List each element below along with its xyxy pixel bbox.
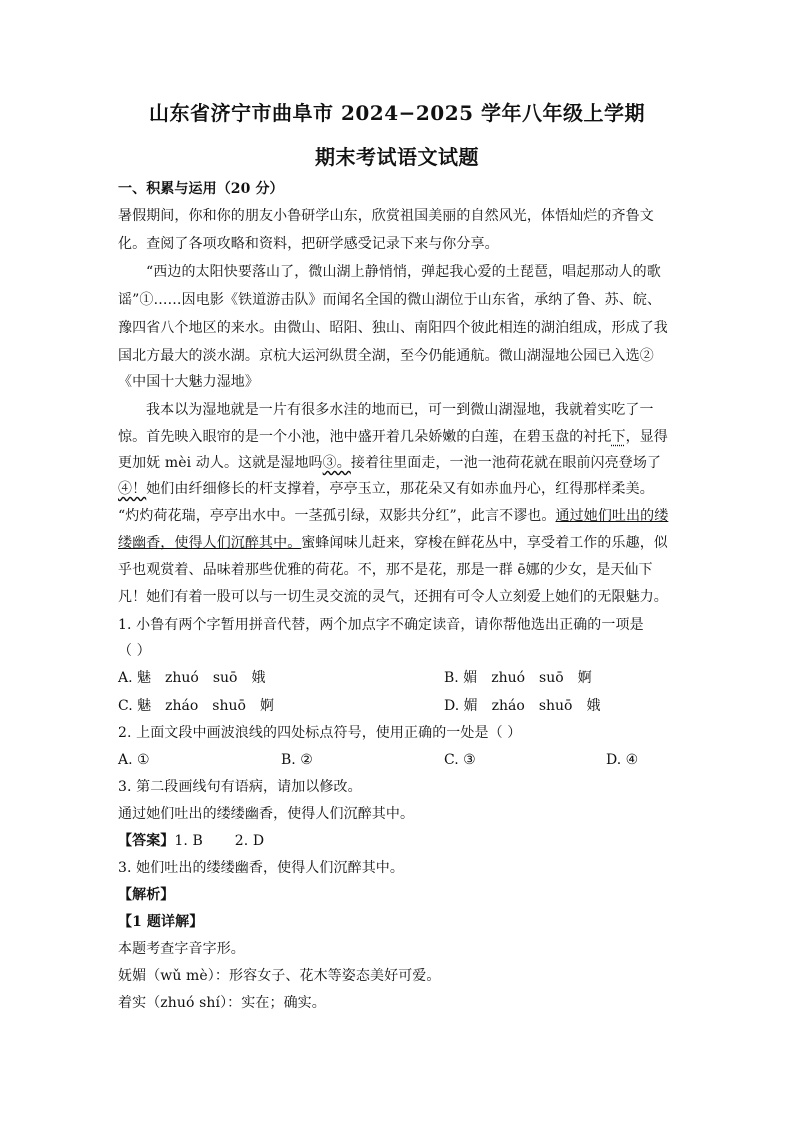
option-pinyin: zháo: [491, 698, 525, 714]
para2-line-4: [118, 479, 654, 499]
analysis-label: 【解析】: [118, 887, 175, 903]
option-pinyin: zhuó: [165, 670, 199, 686]
para2-line-6: [118, 533, 668, 553]
q3-sentence: 通过她们吐出的缕缕幽香，使得人们沉醉其中。: [118, 806, 415, 822]
para1-line-4: 国北方最大的淡水湖。京杭大运河纵贯全湖，至今仍能通航。微山湖湿地公园已入选②: [118, 348, 654, 364]
q1-option-d: [444, 696, 600, 716]
option-pinyin: shuō: [538, 698, 573, 714]
para2-line-8: 凡！她们有着一股可以与一切生灵交流的灵气，还拥有可令人立刻爱上她们的无限魅力。: [118, 589, 668, 605]
q1-stem: 1. 小鲁有两个字暂用拼音代替，两个加点字不确定读音，请你帮他选出正确的一项是: [118, 617, 644, 633]
q1-option-c: [118, 696, 274, 716]
answer-line: [118, 831, 264, 851]
option-pinyin: zhuó: [491, 670, 526, 686]
para1-line-5: 《中国十大魅力湿地》: [118, 374, 259, 390]
answer-line-2: 3. 她们吐出的缕缕幽香，使得人们沉醉其中。: [118, 860, 405, 876]
underlined-sentence: 通过她们吐出的缕: [555, 508, 669, 524]
para2-line-5: [118, 506, 668, 526]
para2-text: 她们由纤细修长的杆支撑着，亭亭玉立，那花朵又有如赤血丹心，红得那样柔美。: [146, 481, 654, 497]
option-char: 婀: [577, 670, 592, 686]
wavy-mark-3: ③。: [322, 455, 351, 471]
option-char: 娥: [586, 698, 601, 714]
para2-text: 更加妩 mèi 动人。这就是湿地吗: [118, 455, 323, 471]
intro-line-2: 化。查阅了各项攻略和资料，把研学感受记录下来与你分享。: [118, 236, 499, 252]
exam-title-line1: 山东省济宁市曲阜市 2024−2025 学年八年级上学期: [148, 101, 645, 125]
para2-line-2: [118, 427, 668, 447]
para2-line-7: 乎也观赏着、品味着那些优雅的荷花。不，那不是花，那是一群 ē娜的少女，是天仙下: [118, 562, 653, 578]
para2-text: 接着往里面走，一池一池荷花就在眼前闪亮登场了: [350, 455, 662, 471]
q2-option-b: B. ②: [281, 752, 313, 768]
option-char: 娥: [251, 670, 266, 686]
analysis-line-1: 本题考查字音字形。: [118, 941, 245, 957]
option-pinyin: shuō: [212, 698, 246, 714]
option-pinyin: suō: [539, 670, 564, 686]
section-heading: 一、积累与运用（20 分）: [118, 181, 284, 197]
q2-option-d: D. ④: [606, 752, 639, 768]
para2-line-3: [118, 453, 661, 473]
q2-option-c: C. ③: [444, 752, 476, 768]
exam-title-line2: 期末考试语文试题: [315, 145, 479, 169]
option-label: B. 媚: [444, 670, 478, 686]
q1-option-b: [444, 668, 592, 688]
q1-option-a: [118, 668, 266, 688]
q2-option-a: A. ①: [118, 752, 150, 768]
para1-line-2: 谣”①……因电影《铁道游击队》而闻名全国的微山湖位于山东省，承纳了鲁、苏、皖、: [118, 292, 662, 308]
option-char: 婀: [259, 698, 274, 714]
para2-text: ，显得: [625, 429, 668, 445]
q1-paren: （ ）: [118, 643, 151, 659]
para2-text: “灼灼荷花瑞，亭亭出水中。一茎孤引绿，双影共分红”，此言不谬也。: [118, 508, 556, 524]
answer-text: 1. B 2. D: [174, 833, 265, 849]
answer-label: 【答案】: [118, 833, 175, 849]
underlined-sentence: 缕幽香，使得人们沉醉其中。: [118, 535, 302, 551]
option-label: A. 魅: [118, 670, 152, 686]
option-label: C. 魅: [118, 698, 152, 714]
dotted-char: 下: [611, 429, 626, 445]
wavy-mark-4: ④！: [118, 481, 147, 497]
option-label: D. 媚: [444, 698, 478, 714]
para2-text: 蜜蜂闻味儿赶来，穿梭在鲜花丛中，享受着工作的乐趣，似: [301, 535, 668, 551]
para1-line-3: 豫四省八个地区的来水。由微山、昭阳、独山、南阳四个彼此相连的湖泊组成，形成了我: [118, 320, 668, 336]
q3-stem: 3. 第二段画线句有语病，请加以修改。: [118, 779, 362, 795]
para2-text: 惊。首先映入眼帘的是一个小池，池中盛开着几朵娇嫩的白莲，在碧玉盘的衬托: [118, 429, 612, 445]
q2-stem: 2. 上面文段中画波浪线的四处标点符号，使用正确的一处是（ ）: [118, 725, 522, 741]
intro-line-1: 暑假期间，你和你的朋友小鲁研学山东，欣赏祖国美丽的自然风光，体悟灿烂的齐鲁文: [118, 208, 654, 224]
option-pinyin: zháo: [165, 698, 199, 714]
option-pinyin: suō: [212, 670, 238, 686]
analysis-sub1: 【1 题详解】: [118, 914, 204, 930]
para1-line-1: “西边的太阳快要落山了，微山湖上静悄悄，弹起我心爱的土琵琶，唱起那动人的歌: [146, 264, 661, 280]
para2-line-1: 我本以为湿地就是一片有很多水洼的地而已，可一到微山湖湿地，我就着实吃了一: [146, 402, 654, 418]
analysis-line-3: 着实（zhuó shí）：实在；确实。: [118, 995, 326, 1011]
analysis-line-2: 妩媚（wǔ mè）：形容女子、花木等姿态美好可爱。: [118, 968, 441, 984]
